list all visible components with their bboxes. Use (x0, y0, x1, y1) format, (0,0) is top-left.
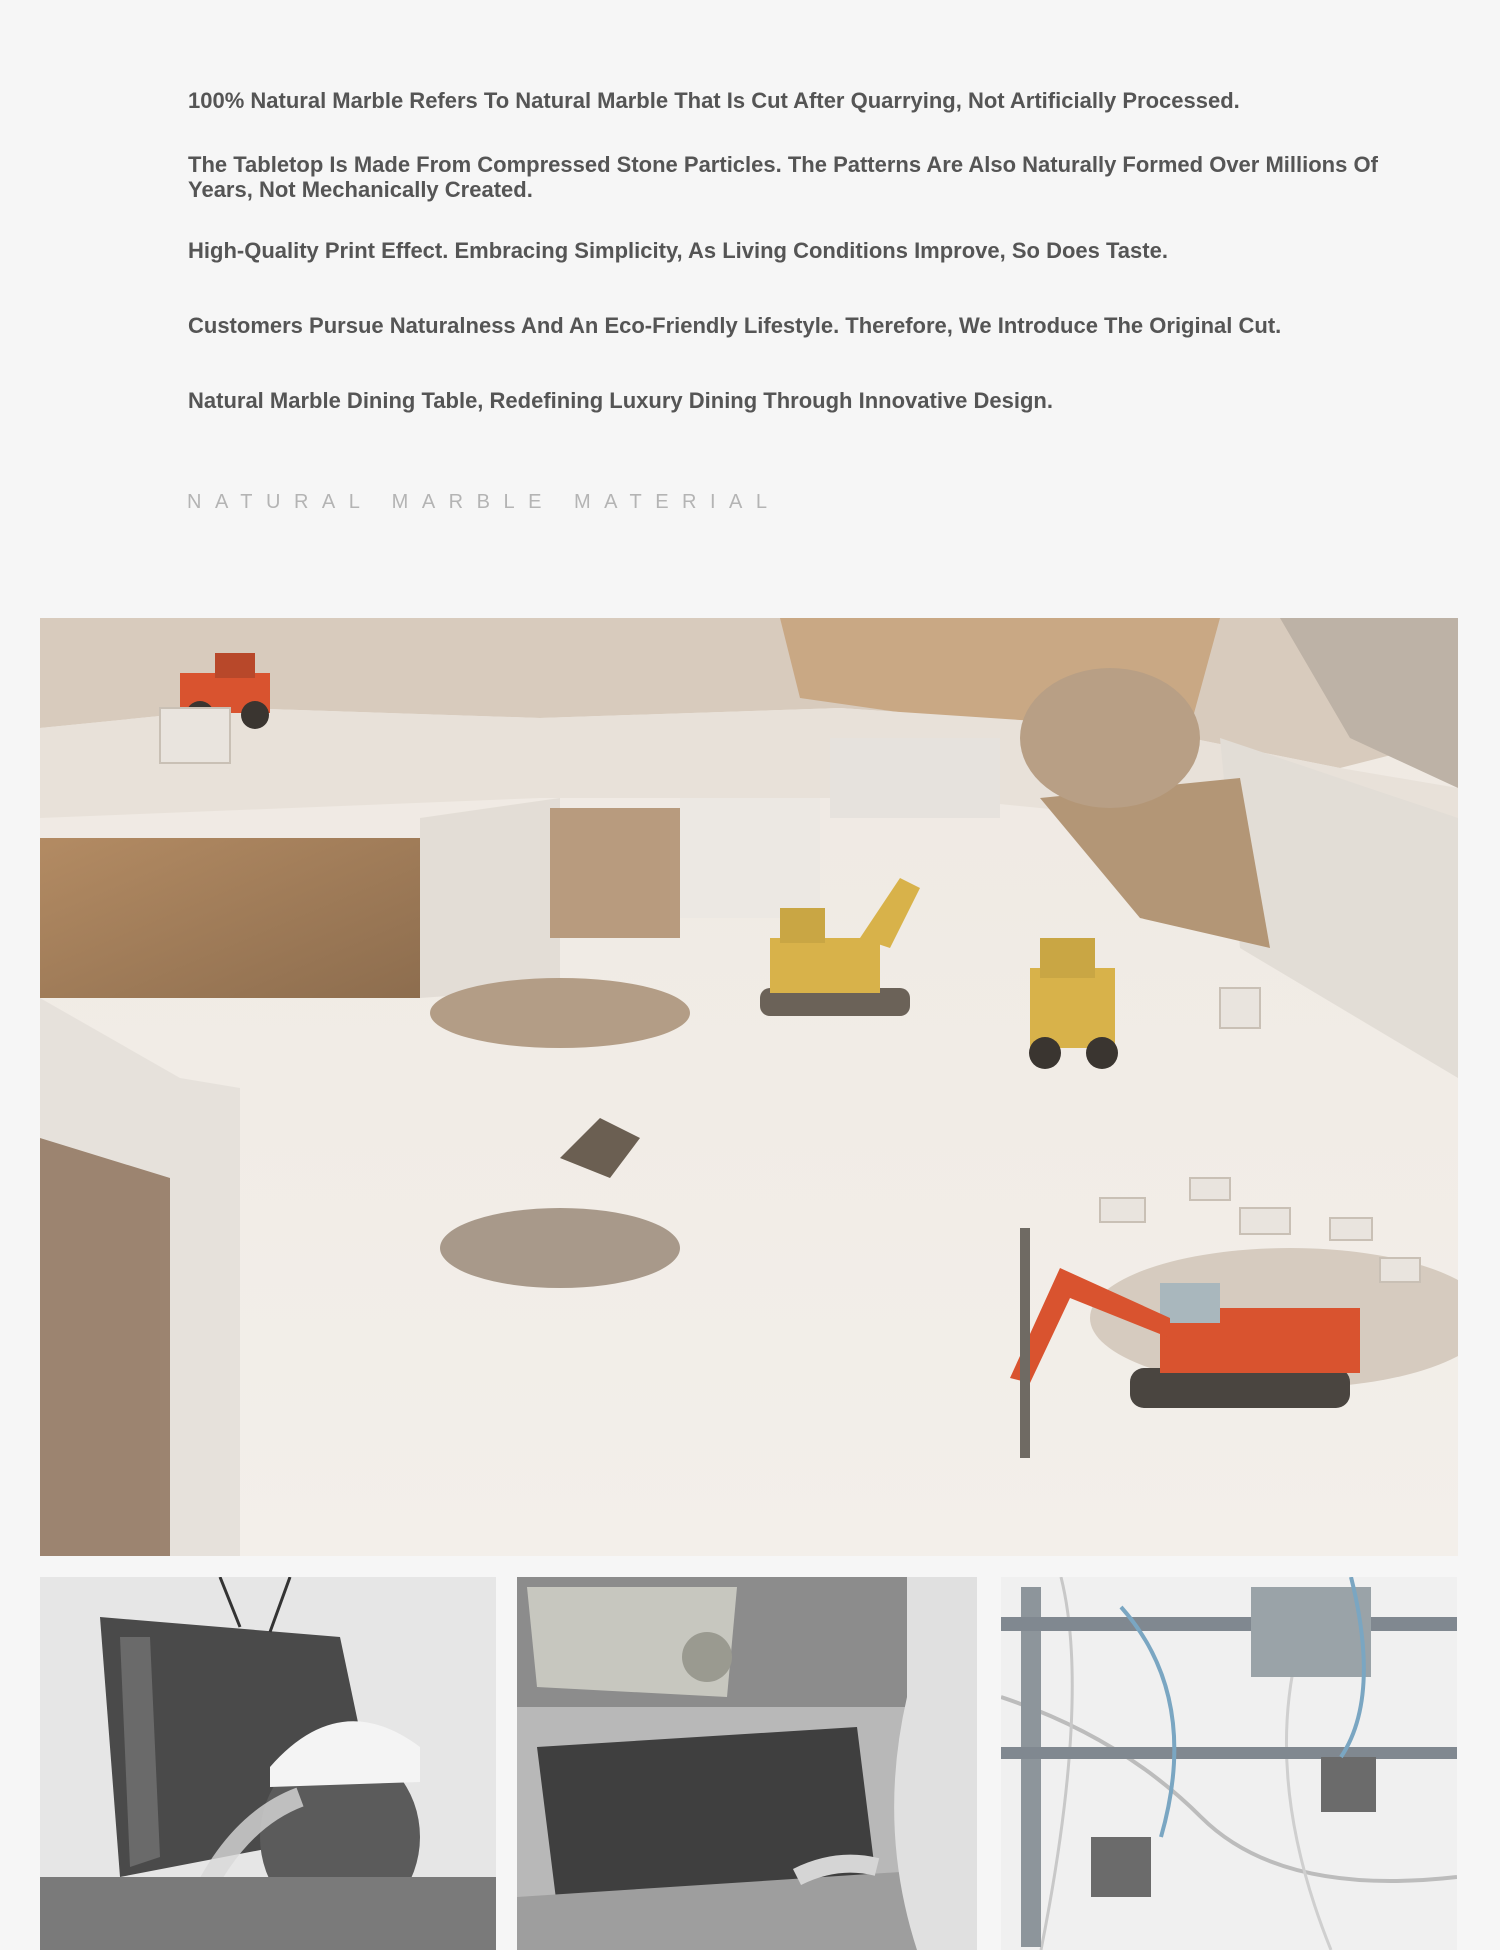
marble-slab-photo (1001, 1577, 1457, 1950)
quarry-photo (40, 618, 1458, 1556)
paragraph-4: Customers Pursue Naturalness And An Eco-Friendly Lifestyle. Therefore, We Introduce The Original Cut. (188, 313, 1282, 338)
worker-photo (40, 1577, 496, 1950)
paragraph-3: High-Quality Print Effect. Embracing Simplicity, As Living Conditions Improve, So Does Taste. (188, 238, 1168, 263)
paragraph-2: The Tabletop Is Made From Compressed Stone Particles. The Patterns Are Also Naturally Formed Over Millions Of Years, Not Mechanically Created. (188, 152, 1378, 202)
cutting-machine-photo (517, 1577, 977, 1950)
paragraph-5: Natural Marble Dining Table, Redefining Luxury Dining Through Innovative Design. (188, 388, 1053, 413)
paragraph-1: 100% Natural Marble Refers To Natural Marble That Is Cut After Quarrying, Not Artificially Processed. (188, 88, 1240, 113)
section-heading: NATURAL MARBLE MATERIAL (187, 491, 781, 513)
